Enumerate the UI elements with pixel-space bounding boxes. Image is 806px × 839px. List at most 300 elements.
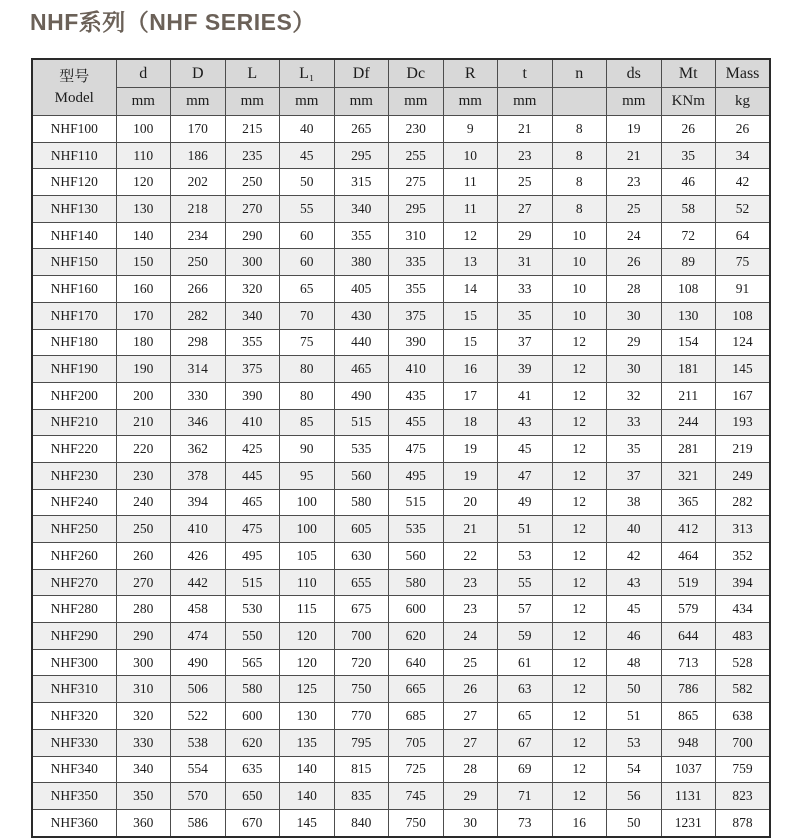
- column-unit-cell: [552, 88, 607, 116]
- value-cell: 430: [334, 302, 389, 329]
- value-cell: 19: [607, 116, 662, 143]
- value-cell: 310: [116, 676, 171, 703]
- value-cell: 434: [716, 596, 771, 623]
- value-cell: 330: [116, 729, 171, 756]
- model-cell: NHF350: [32, 783, 116, 810]
- value-cell: 579: [661, 596, 716, 623]
- model-cell: NHF300: [32, 649, 116, 676]
- value-cell: 12: [552, 596, 607, 623]
- value-cell: 281: [661, 436, 716, 463]
- value-cell: 12: [552, 649, 607, 676]
- value-cell: 538: [171, 729, 226, 756]
- value-cell: 12: [552, 489, 607, 516]
- value-cell: 355: [389, 276, 444, 303]
- value-cell: 519: [661, 569, 716, 596]
- table-row: [32, 783, 770, 810]
- value-cell: 580: [225, 676, 280, 703]
- value-cell: 193: [716, 409, 771, 436]
- value-cell: 535: [334, 436, 389, 463]
- value-cell: 124: [716, 329, 771, 356]
- column-label-cell: d: [116, 59, 171, 88]
- value-cell: 249: [716, 462, 771, 489]
- value-cell: 43: [607, 569, 662, 596]
- value-cell: 528: [716, 649, 771, 676]
- value-cell: 23: [443, 596, 498, 623]
- value-cell: 655: [334, 569, 389, 596]
- value-cell: 38: [607, 489, 662, 516]
- value-cell: 315: [334, 169, 389, 196]
- value-cell: 37: [498, 329, 553, 356]
- value-cell: 405: [334, 276, 389, 303]
- value-cell: 24: [607, 222, 662, 249]
- header-label-row: [32, 59, 770, 88]
- value-cell: 47: [498, 462, 553, 489]
- value-cell: 120: [116, 169, 171, 196]
- model-cell: NHF170: [32, 302, 116, 329]
- value-cell: 340: [334, 196, 389, 223]
- value-cell: 52: [716, 196, 771, 223]
- value-cell: 130: [280, 703, 335, 730]
- value-cell: 465: [225, 489, 280, 516]
- value-cell: 535: [389, 516, 444, 543]
- header-unit-row: [32, 88, 770, 116]
- table-row: [32, 676, 770, 703]
- value-cell: 586: [171, 809, 226, 836]
- value-cell: 948: [661, 729, 716, 756]
- column-label-cell: L: [225, 59, 280, 88]
- value-cell: 18: [443, 409, 498, 436]
- value-cell: 12: [552, 409, 607, 436]
- value-cell: 215: [225, 116, 280, 143]
- value-cell: 11: [443, 196, 498, 223]
- value-cell: 11: [443, 169, 498, 196]
- table-row: [32, 142, 770, 169]
- column-label-cell: t: [498, 59, 553, 88]
- value-cell: 298: [171, 329, 226, 356]
- model-cell: NHF310: [32, 676, 116, 703]
- table-row: [32, 569, 770, 596]
- value-cell: 45: [280, 142, 335, 169]
- value-cell: 410: [171, 516, 226, 543]
- value-cell: 412: [661, 516, 716, 543]
- value-cell: 675: [334, 596, 389, 623]
- value-cell: 220: [116, 436, 171, 463]
- table-row: [32, 596, 770, 623]
- value-cell: 21: [607, 142, 662, 169]
- value-cell: 550: [225, 623, 280, 650]
- value-cell: 31: [498, 249, 553, 276]
- value-cell: 650: [225, 783, 280, 810]
- value-cell: 474: [171, 623, 226, 650]
- value-cell: 45: [607, 596, 662, 623]
- value-cell: 713: [661, 649, 716, 676]
- value-cell: 565: [225, 649, 280, 676]
- value-cell: 638: [716, 703, 771, 730]
- value-cell: 30: [607, 356, 662, 383]
- value-cell: 786: [661, 676, 716, 703]
- value-cell: 60: [280, 222, 335, 249]
- value-cell: 840: [334, 809, 389, 836]
- value-cell: 515: [389, 489, 444, 516]
- value-cell: 380: [334, 249, 389, 276]
- model-cell: NHF290: [32, 623, 116, 650]
- model-cell: NHF340: [32, 756, 116, 783]
- value-cell: 240: [116, 489, 171, 516]
- value-cell: 65: [498, 703, 553, 730]
- value-cell: 160: [116, 276, 171, 303]
- table-row: [32, 249, 770, 276]
- value-cell: 29: [498, 222, 553, 249]
- value-cell: 795: [334, 729, 389, 756]
- value-cell: 26: [716, 116, 771, 143]
- value-cell: 42: [607, 543, 662, 570]
- value-cell: 19: [443, 462, 498, 489]
- value-cell: 80: [280, 356, 335, 383]
- value-cell: 600: [389, 596, 444, 623]
- value-cell: 53: [498, 543, 553, 570]
- value-cell: 665: [389, 676, 444, 703]
- value-cell: 515: [334, 409, 389, 436]
- value-cell: 425: [225, 436, 280, 463]
- value-cell: 140: [116, 222, 171, 249]
- model-cell: NHF200: [32, 382, 116, 409]
- value-cell: 40: [607, 516, 662, 543]
- value-cell: 495: [225, 543, 280, 570]
- table-row: [32, 196, 770, 223]
- value-cell: 426: [171, 543, 226, 570]
- column-unit-cell: KNm: [661, 88, 716, 116]
- value-cell: 320: [225, 276, 280, 303]
- value-cell: 435: [389, 382, 444, 409]
- value-cell: 12: [552, 436, 607, 463]
- value-cell: 26: [661, 116, 716, 143]
- model-cell: NHF220: [32, 436, 116, 463]
- value-cell: 530: [225, 596, 280, 623]
- model-cell: NHF280: [32, 596, 116, 623]
- model-cell: NHF140: [32, 222, 116, 249]
- value-cell: 280: [116, 596, 171, 623]
- model-cell: NHF110: [32, 142, 116, 169]
- value-cell: 700: [334, 623, 389, 650]
- table-row: [32, 116, 770, 143]
- value-cell: 15: [443, 302, 498, 329]
- value-cell: 270: [225, 196, 280, 223]
- value-cell: 8: [552, 196, 607, 223]
- value-cell: 120: [280, 623, 335, 650]
- column-unit-cell: mm: [443, 88, 498, 116]
- value-cell: 235: [225, 142, 280, 169]
- table-row: [32, 623, 770, 650]
- column-unit-cell: mm: [116, 88, 171, 116]
- value-cell: 750: [389, 809, 444, 836]
- column-unit-cell: mm: [280, 88, 335, 116]
- value-cell: 23: [443, 569, 498, 596]
- value-cell: 12: [552, 543, 607, 570]
- value-cell: 244: [661, 409, 716, 436]
- value-cell: 140: [280, 756, 335, 783]
- value-cell: 13: [443, 249, 498, 276]
- value-cell: 770: [334, 703, 389, 730]
- value-cell: 110: [116, 142, 171, 169]
- value-cell: 320: [116, 703, 171, 730]
- value-cell: 145: [280, 809, 335, 836]
- spec-table-body: [32, 116, 770, 837]
- value-cell: 27: [443, 703, 498, 730]
- column-label-cell: Df: [334, 59, 389, 88]
- value-cell: 95: [280, 462, 335, 489]
- column-unit-cell: mm: [225, 88, 280, 116]
- value-cell: 8: [552, 142, 607, 169]
- table-row: [32, 756, 770, 783]
- column-label-cell: ds: [607, 59, 662, 88]
- value-cell: 20: [443, 489, 498, 516]
- table-row: [32, 169, 770, 196]
- value-cell: 110: [280, 569, 335, 596]
- value-cell: 12: [552, 783, 607, 810]
- table-row: [32, 302, 770, 329]
- model-header-en: Model: [54, 89, 94, 106]
- value-cell: 22: [443, 543, 498, 570]
- value-cell: 48: [607, 649, 662, 676]
- value-cell: 340: [116, 756, 171, 783]
- value-cell: 522: [171, 703, 226, 730]
- value-cell: 8: [552, 169, 607, 196]
- value-cell: 85: [280, 409, 335, 436]
- value-cell: 67: [498, 729, 553, 756]
- value-cell: 218: [171, 196, 226, 223]
- value-cell: 49: [498, 489, 553, 516]
- page-title: NHF系列（NHF SERIES）: [30, 9, 316, 35]
- column-unit-cell: mm: [498, 88, 553, 116]
- value-cell: 12: [552, 516, 607, 543]
- table-row: [32, 809, 770, 836]
- value-cell: 219: [716, 436, 771, 463]
- value-cell: 290: [116, 623, 171, 650]
- spec-table: [31, 58, 771, 838]
- value-cell: 115: [280, 596, 335, 623]
- value-cell: 234: [171, 222, 226, 249]
- value-cell: 12: [552, 462, 607, 489]
- value-cell: 12: [552, 623, 607, 650]
- value-cell: 314: [171, 356, 226, 383]
- value-cell: 250: [171, 249, 226, 276]
- value-cell: 135: [280, 729, 335, 756]
- value-cell: 340: [225, 302, 280, 329]
- value-cell: 12: [552, 676, 607, 703]
- value-cell: 25: [607, 196, 662, 223]
- value-cell: 835: [334, 783, 389, 810]
- value-cell: 32: [607, 382, 662, 409]
- value-cell: 390: [389, 329, 444, 356]
- value-cell: 394: [716, 569, 771, 596]
- value-cell: 10: [552, 249, 607, 276]
- value-cell: 378: [171, 462, 226, 489]
- model-cell: NHF330: [32, 729, 116, 756]
- value-cell: 410: [225, 409, 280, 436]
- value-cell: 29: [607, 329, 662, 356]
- value-cell: 823: [716, 783, 771, 810]
- value-cell: 295: [389, 196, 444, 223]
- value-cell: 33: [498, 276, 553, 303]
- value-cell: 80: [280, 382, 335, 409]
- value-cell: 35: [607, 436, 662, 463]
- value-cell: 150: [116, 249, 171, 276]
- value-cell: 265: [334, 116, 389, 143]
- value-cell: 154: [661, 329, 716, 356]
- value-cell: 365: [661, 489, 716, 516]
- value-cell: 685: [389, 703, 444, 730]
- value-cell: 54: [607, 756, 662, 783]
- value-cell: 700: [716, 729, 771, 756]
- value-cell: 55: [498, 569, 553, 596]
- value-cell: 75: [716, 249, 771, 276]
- value-cell: 200: [116, 382, 171, 409]
- value-cell: 202: [171, 169, 226, 196]
- value-cell: 69: [498, 756, 553, 783]
- value-cell: 24: [443, 623, 498, 650]
- value-cell: 100: [280, 489, 335, 516]
- value-cell: 759: [716, 756, 771, 783]
- value-cell: 630: [334, 543, 389, 570]
- value-cell: 335: [389, 249, 444, 276]
- value-cell: 745: [389, 783, 444, 810]
- value-cell: 53: [607, 729, 662, 756]
- value-cell: 515: [225, 569, 280, 596]
- column-label-cell: Mt: [661, 59, 716, 88]
- value-cell: 275: [389, 169, 444, 196]
- value-cell: 63: [498, 676, 553, 703]
- value-cell: 65: [280, 276, 335, 303]
- value-cell: 50: [607, 809, 662, 836]
- value-cell: 483: [716, 623, 771, 650]
- value-cell: 560: [334, 462, 389, 489]
- value-cell: 34: [716, 142, 771, 169]
- value-cell: 181: [661, 356, 716, 383]
- value-cell: 445: [225, 462, 280, 489]
- value-cell: 58: [661, 196, 716, 223]
- value-cell: 580: [389, 569, 444, 596]
- value-cell: 12: [552, 756, 607, 783]
- value-cell: 59: [498, 623, 553, 650]
- value-cell: 580: [334, 489, 389, 516]
- value-cell: 490: [334, 382, 389, 409]
- value-cell: 250: [225, 169, 280, 196]
- model-cell: NHF360: [32, 809, 116, 836]
- value-cell: 10: [443, 142, 498, 169]
- value-cell: 362: [171, 436, 226, 463]
- model-header-zh: 型号: [59, 69, 90, 86]
- value-cell: 375: [389, 302, 444, 329]
- model-cell: NHF270: [32, 569, 116, 596]
- value-cell: 26: [443, 676, 498, 703]
- value-cell: 140: [280, 783, 335, 810]
- value-cell: 56: [607, 783, 662, 810]
- value-cell: 458: [171, 596, 226, 623]
- column-unit-cell: mm: [607, 88, 662, 116]
- table-row: [32, 516, 770, 543]
- value-cell: 105: [280, 543, 335, 570]
- value-cell: 1131: [661, 783, 716, 810]
- value-cell: 390: [225, 382, 280, 409]
- value-cell: 1037: [661, 756, 716, 783]
- value-cell: 720: [334, 649, 389, 676]
- model-cell: NHF320: [32, 703, 116, 730]
- table-row: [32, 729, 770, 756]
- value-cell: 91: [716, 276, 771, 303]
- value-cell: 282: [716, 489, 771, 516]
- value-cell: 21: [498, 116, 553, 143]
- value-cell: 313: [716, 516, 771, 543]
- value-cell: 27: [498, 196, 553, 223]
- value-cell: 211: [661, 382, 716, 409]
- value-cell: 130: [661, 302, 716, 329]
- value-cell: 230: [389, 116, 444, 143]
- value-cell: 51: [607, 703, 662, 730]
- value-cell: 330: [171, 382, 226, 409]
- value-cell: 355: [334, 222, 389, 249]
- value-cell: 42: [716, 169, 771, 196]
- value-cell: 125: [280, 676, 335, 703]
- value-cell: 230: [116, 462, 171, 489]
- value-cell: 394: [171, 489, 226, 516]
- value-cell: 170: [116, 302, 171, 329]
- value-cell: 21: [443, 516, 498, 543]
- value-cell: 475: [225, 516, 280, 543]
- model-cell: NHF180: [32, 329, 116, 356]
- value-cell: 30: [607, 302, 662, 329]
- value-cell: 300: [116, 649, 171, 676]
- value-cell: 50: [280, 169, 335, 196]
- value-cell: 300: [225, 249, 280, 276]
- value-cell: 635: [225, 756, 280, 783]
- value-cell: 19: [443, 436, 498, 463]
- table-row: [32, 649, 770, 676]
- value-cell: 64: [716, 222, 771, 249]
- value-cell: 554: [171, 756, 226, 783]
- value-cell: 9: [443, 116, 498, 143]
- table-row: [32, 436, 770, 463]
- column-unit-cell: mm: [171, 88, 226, 116]
- value-cell: 145: [716, 356, 771, 383]
- model-cell: NHF150: [32, 249, 116, 276]
- value-cell: 321: [661, 462, 716, 489]
- model-cell: NHF210: [32, 409, 116, 436]
- value-cell: 33: [607, 409, 662, 436]
- value-cell: 17: [443, 382, 498, 409]
- value-cell: 878: [716, 809, 771, 836]
- value-cell: 100: [116, 116, 171, 143]
- value-cell: 12: [552, 703, 607, 730]
- column-unit-cell: mm: [389, 88, 444, 116]
- table-row: [32, 222, 770, 249]
- value-cell: 23: [498, 142, 553, 169]
- value-cell: 295: [334, 142, 389, 169]
- value-cell: 440: [334, 329, 389, 356]
- value-cell: 16: [552, 809, 607, 836]
- value-cell: 282: [171, 302, 226, 329]
- model-cell: NHF130: [32, 196, 116, 223]
- value-cell: 10: [552, 302, 607, 329]
- value-cell: 725: [389, 756, 444, 783]
- table-row: [32, 276, 770, 303]
- value-cell: 490: [171, 649, 226, 676]
- table-row: [32, 382, 770, 409]
- value-cell: 39: [498, 356, 553, 383]
- value-cell: 266: [171, 276, 226, 303]
- value-cell: 8: [552, 116, 607, 143]
- table-row: [32, 356, 770, 383]
- value-cell: 375: [225, 356, 280, 383]
